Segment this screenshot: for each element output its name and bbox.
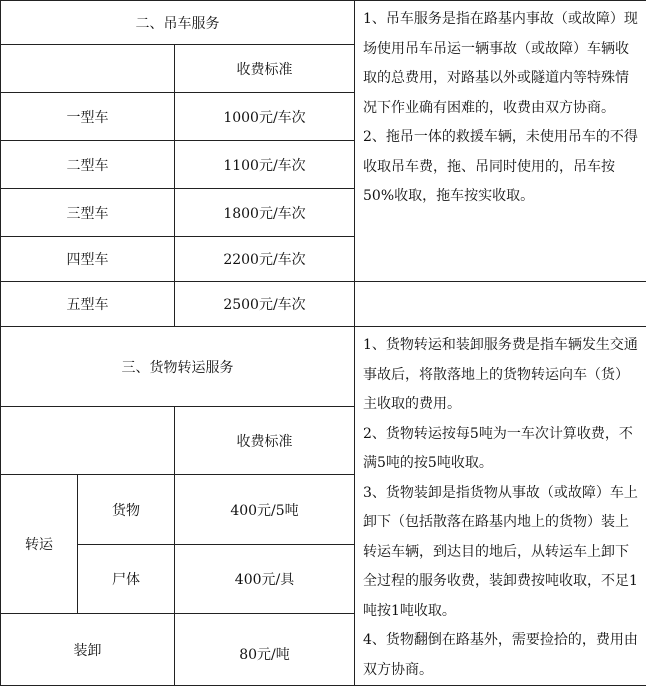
crane-fee-value: 1800元/车次: [175, 189, 355, 237]
vehicle-type-label: 三型车: [1, 189, 175, 237]
transfer-fee-value: 400元/5吨: [175, 475, 355, 545]
transfer-item-label: 货物: [78, 475, 175, 545]
crane-header-blank: [1, 45, 175, 93]
cargo-notes-cell: [355, 327, 646, 686]
crane-fee-value: 2200元/车次: [175, 237, 355, 282]
cargo-note-3: 3、货物装卸是指货物从事故（或故障）车上卸下（包括散落在路基内地上的货物）装上转运车辆，到达目的地后，从转运车上卸下全过程的服务收费，装卸费按吨收取，不足1吨按1吨收取。: [363, 479, 640, 627]
transfer-fee-value: 400元/具: [175, 545, 355, 614]
vehicle-type-label: 二型车: [1, 141, 175, 189]
transfer-label: 转运: [1, 475, 78, 614]
crane-section-title: 二、吊车服务: [1, 1, 355, 45]
crane-note-2: 2、拖吊一体的救援车辆，未使用吊车的不得收取吊车费，拖、吊同时使用的，吊车按50%收取，拖车按实收取。: [363, 123, 640, 212]
fee-cell-divider: [175, 614, 355, 623]
cargo-note-4: 4、货物翻倒在路基外，需要捡拾的，费用由双方协商。: [363, 626, 640, 685]
cargo-note-1: 1、货物转运和装卸服务费是指车辆发生交通事故后，将散落地上的货物转运向车（货）主收取的费用。: [363, 331, 640, 420]
crane-fee-header: 收费标准: [175, 45, 355, 93]
vehicle-type-label: 五型车: [1, 282, 175, 327]
table-row: [1, 282, 646, 327]
transfer-item-label: 尸体: [78, 545, 175, 614]
crane-notes-cell: [355, 1, 646, 282]
crane-fee-value: 1100元/车次: [175, 141, 355, 189]
vehicle-type-label: 四型车: [1, 237, 175, 282]
loading-fee-value: 80元/吨: [175, 623, 355, 686]
vehicle-type-label: 一型车: [1, 93, 175, 141]
cargo-title-row: [1, 327, 646, 407]
cargo-note-2: 2、货物转运按每5吨为一车次计算收费，不满5吨的按5吨收取。: [363, 420, 640, 479]
cargo-header-blank: [1, 407, 175, 475]
loading-label: 装卸: [1, 614, 175, 686]
cargo-fee-header: 收费标准: [175, 407, 355, 475]
crane-title-row: [1, 1, 646, 45]
crane-note-1: 1、吊车服务是指在路基内事故（或故障）现场使用吊车吊运一辆事故（或故障）车辆收取的总费用，对路基以外或隧道内等特殊情况下作业确有困难的，收费由双方协商。: [363, 5, 640, 123]
crane-fee-value: 2500元/车次: [175, 282, 355, 327]
crane-notes-blank: [355, 282, 646, 327]
crane-fee-value: 1000元/车次: [175, 93, 355, 141]
cargo-section-title: 三、货物转运服务: [1, 327, 355, 407]
